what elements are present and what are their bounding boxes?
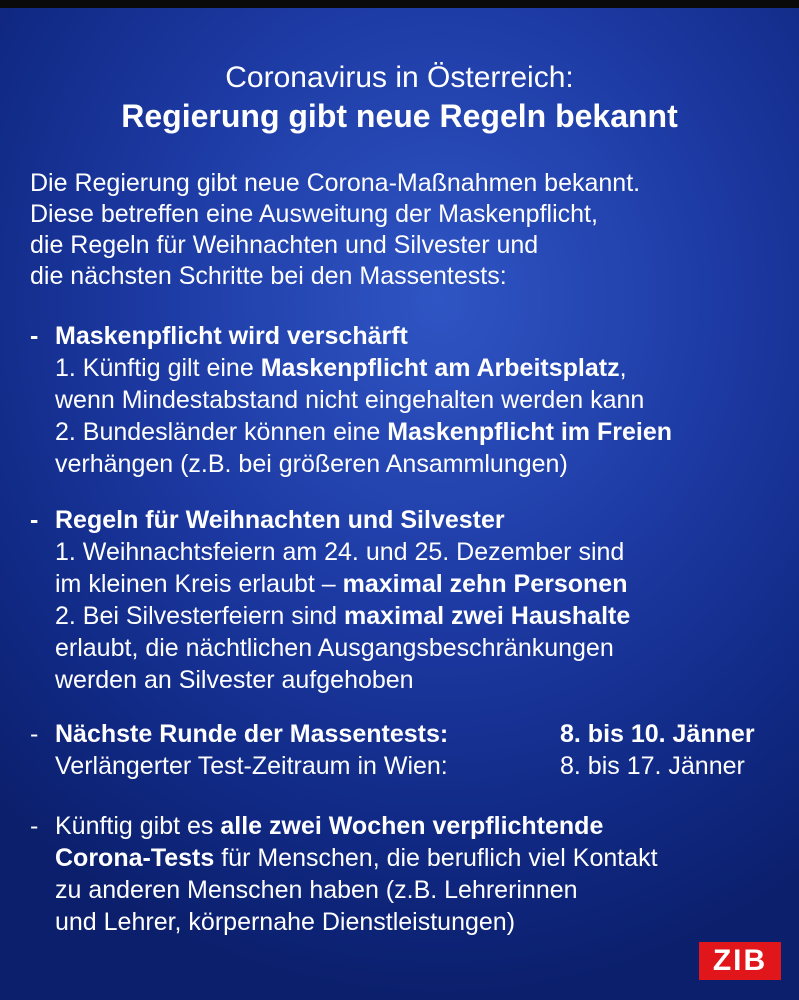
section-line: wenn Mindestabstand nicht eingehalten werden kann xyxy=(55,386,645,414)
vienna-test-row xyxy=(55,752,780,784)
section-line: 1. Weihnachtsfeiern am 24. und 25. Dezember sind xyxy=(55,538,625,566)
bullet-dash: - xyxy=(30,506,39,534)
text-run: 2. Bundesländer können eine xyxy=(55,418,388,446)
section-line xyxy=(55,844,780,876)
emphasis-text: Maskenpflicht am Arbeitsplatz xyxy=(260,354,620,382)
bullet-dash: - xyxy=(30,322,39,350)
text-run: im kleinen Kreis erlaubt – xyxy=(55,570,343,598)
text-run: 1. Künftig gilt eine xyxy=(55,354,261,382)
section-line: verhängen (z.B. bei größeren Ansammlungen) xyxy=(55,450,568,478)
text-run: für Menschen, die beruflich viel Kontakt xyxy=(214,844,658,872)
section-line xyxy=(55,812,780,844)
section-heading: Maskenpflicht wird verschärft xyxy=(55,322,408,350)
section-mandatory-tests xyxy=(30,812,780,940)
emphasis-text: Corona-Tests xyxy=(55,844,215,872)
section-mask-rules xyxy=(30,322,780,482)
text-run: 2. Bei Silvesterfeiern sind xyxy=(55,602,345,630)
intro-line: die Regeln für Weihnachten und Silvester und xyxy=(30,231,539,259)
row-value: 8. bis 17. Jänner xyxy=(560,752,745,780)
intro-line: Die Regierung gibt neue Corona-Maßnahmen bekannt. xyxy=(30,169,641,197)
emphasis-text: alle zwei Wochen verpflichtende xyxy=(220,812,604,840)
intro-line: die nächsten Schritte bei den Massentests: xyxy=(30,262,507,290)
section-line: erlaubt, die nächtlichen Ausgangsbeschränkungen xyxy=(55,634,614,662)
text-run: Künftig gibt es xyxy=(55,812,221,840)
bullet-dash: - xyxy=(30,812,39,840)
title-line-1: Coronavirus in Österreich: xyxy=(225,61,574,94)
section-mass-tests xyxy=(30,720,780,784)
section-line xyxy=(55,354,780,386)
emphasis-text: Maskenpflicht im Freien xyxy=(387,418,672,446)
bullet-dash: - xyxy=(30,720,39,748)
section-line xyxy=(55,570,780,602)
emphasis-text: maximal zehn Personen xyxy=(342,570,628,598)
intro-paragraph xyxy=(30,168,770,292)
section-line xyxy=(55,418,780,450)
section-line xyxy=(55,602,780,634)
top-border xyxy=(0,0,799,8)
text-run: , xyxy=(619,354,627,382)
section-line: und Lehrer, körpernahe Dienstleistungen) xyxy=(55,908,516,936)
title-line-2: Regierung gibt neue Regeln bekannt xyxy=(121,98,678,134)
row-label: Nächste Runde der Massentests: xyxy=(55,720,449,748)
row-value: 8. bis 10. Jänner xyxy=(560,720,755,748)
emphasis-text: maximal zwei Haushalte xyxy=(344,602,631,630)
section-line: werden an Silvester aufgehoben xyxy=(55,666,414,694)
section-line: zu anderen Menschen haben (z.B. Lehrerinnen xyxy=(55,876,578,904)
section-heading: Regeln für Weihnachten und Silvester xyxy=(55,506,505,534)
section-holiday-rules xyxy=(30,506,780,698)
intro-line: Diese betreffen eine Ausweitung der Maskenpflicht, xyxy=(30,200,598,228)
zib-logo: ZIB xyxy=(699,942,781,980)
mass-test-row xyxy=(55,720,780,752)
row-label: Verlängerter Test-Zeitraum in Wien: xyxy=(55,752,448,780)
